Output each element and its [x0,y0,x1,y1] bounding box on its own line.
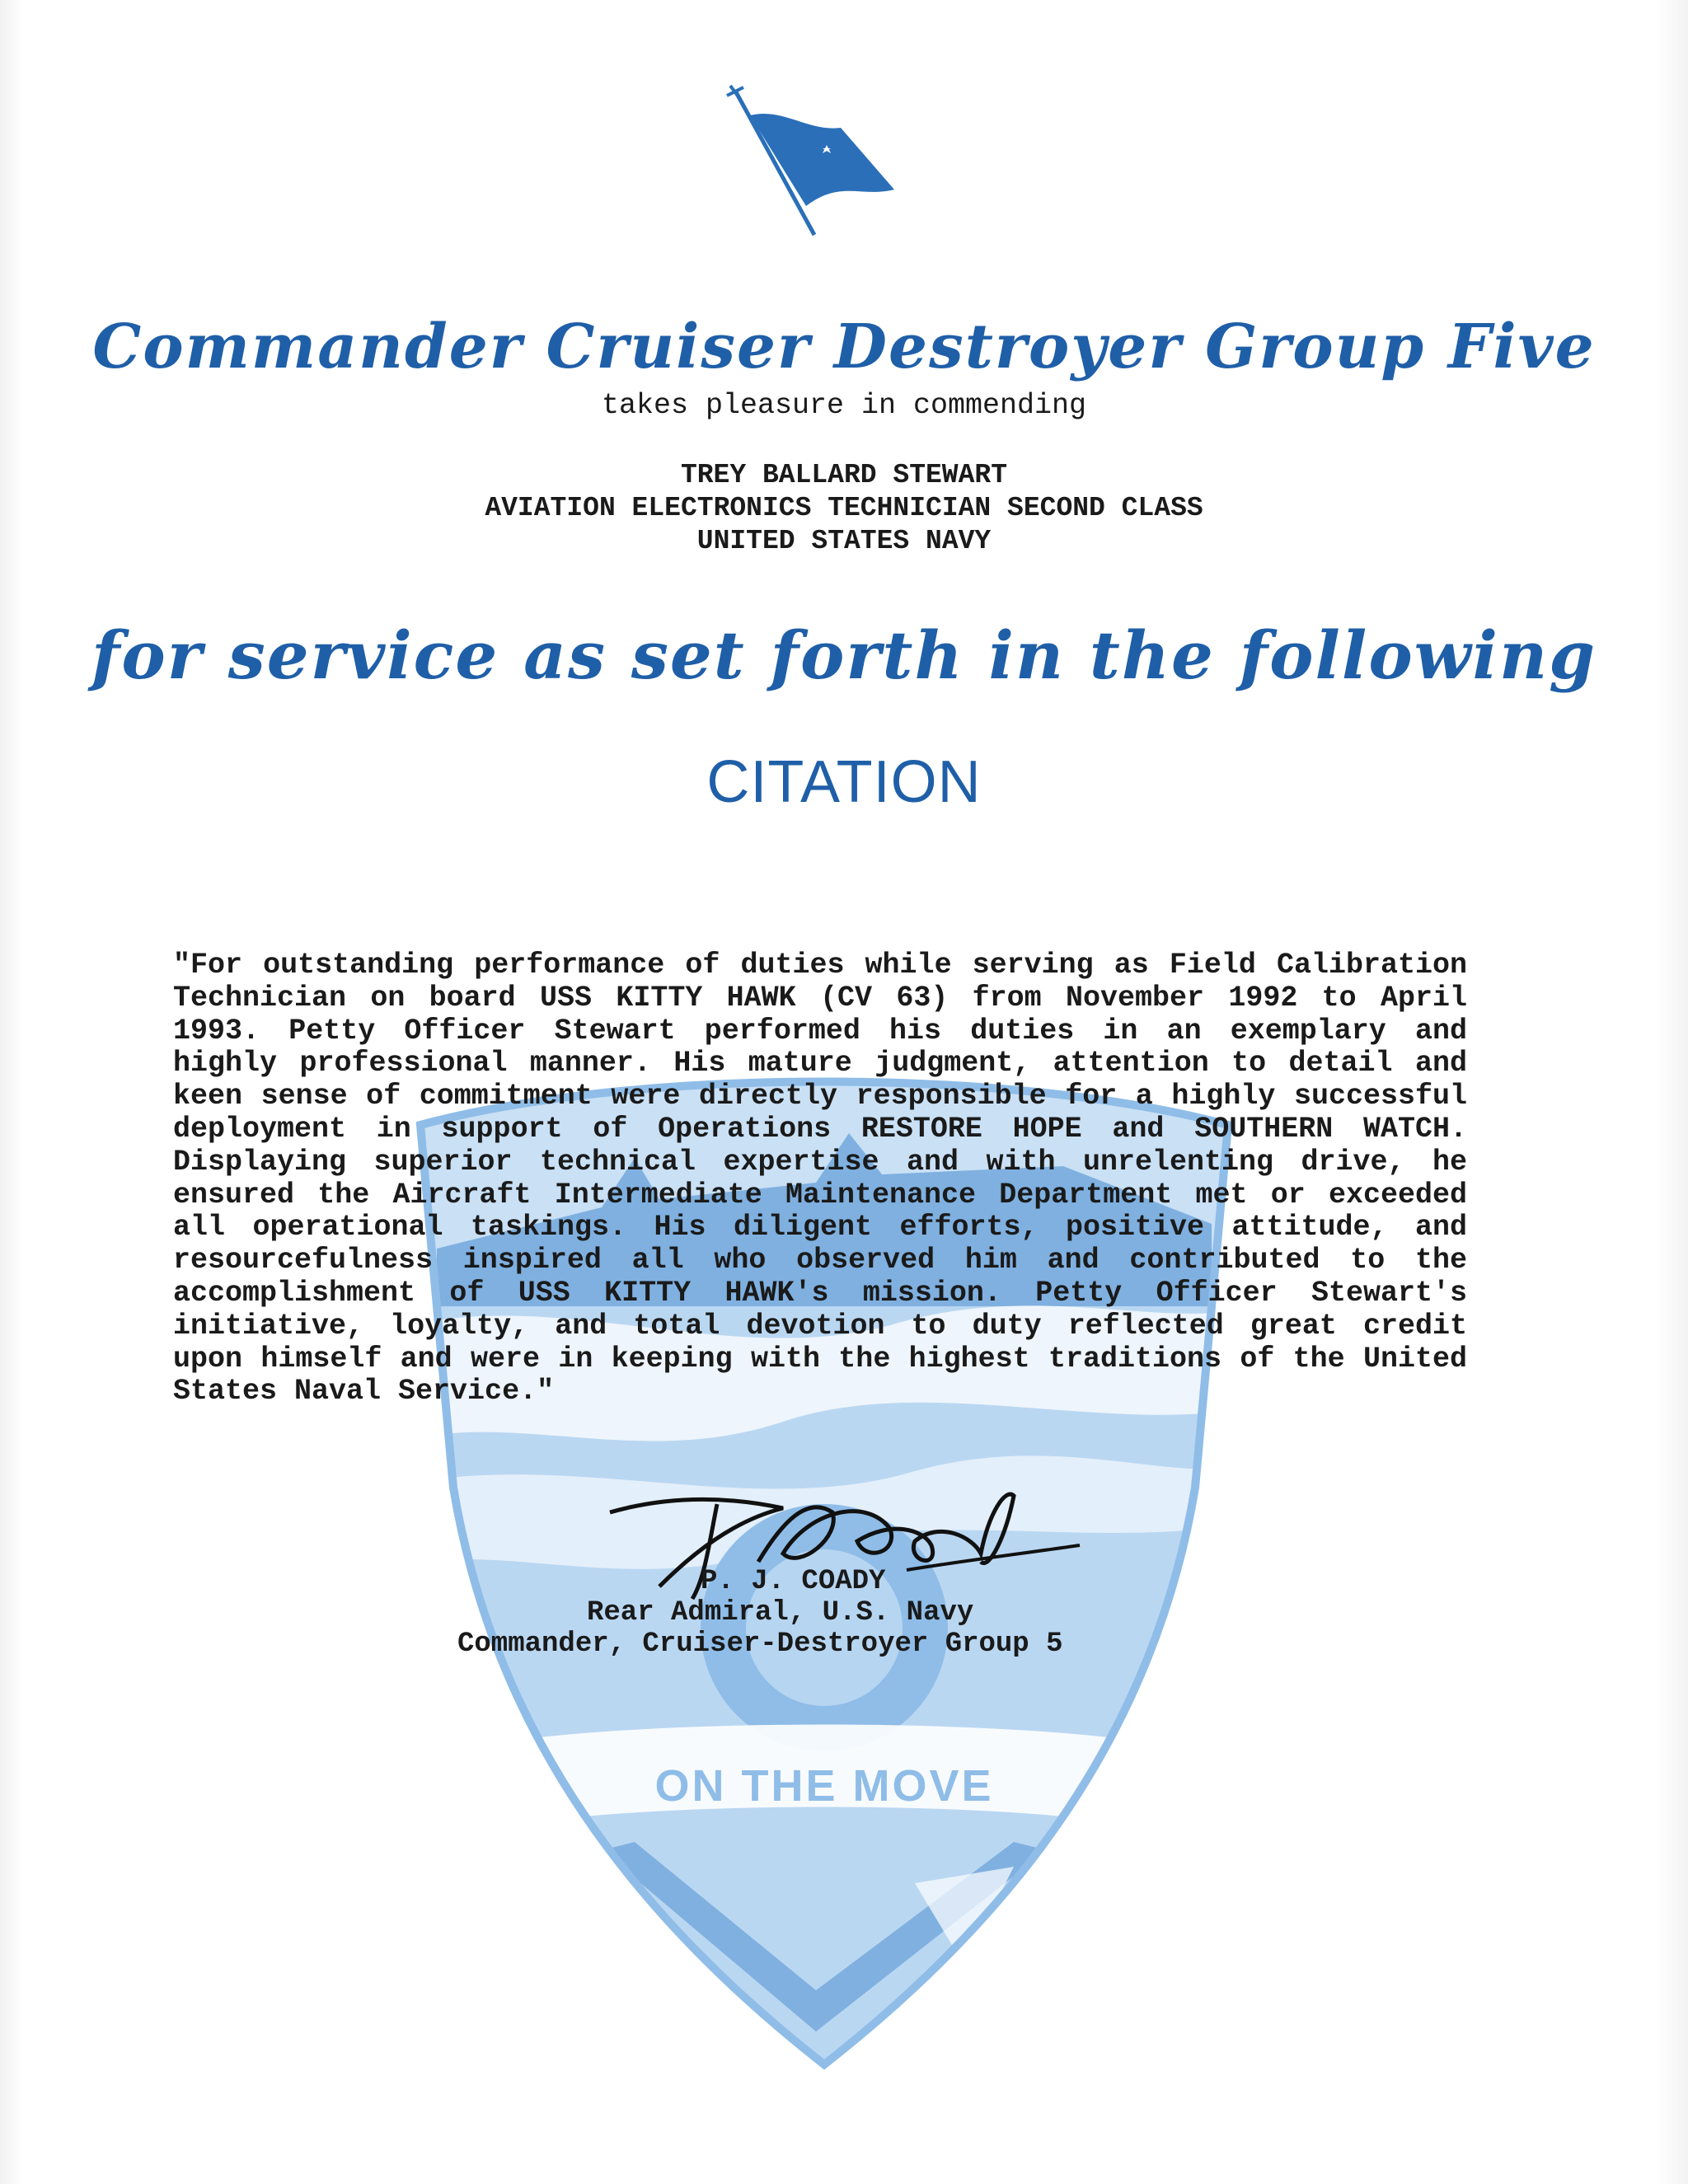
signatory-name: P. J. COADY [701,1566,886,1597]
citation-heading: CITATION [706,749,982,815]
citation-text: "For outstanding performance of duties while serving as Field Calibration Technician on board USS KITTY HAWK (CV 63) from November 1992 to April 1993. Petty Officer Stewart performed his duties in an exemplary and highly professional manner. His mature judgment, attention to detail and keen sense of commitment were directly responsible for a highly successful deployment in support of Operations RESTORE HOPE and SOUTHERN WATCH. Displaying superior technical expertise and with unrelenting drive, he ensured the Aircraft Intermediate Maintenance Department met or exceeded all operational taskings. His diligent efforts, positive attitude, and resourcefulness inspired all who observed him and contributed to the accomplishment of USS KITTY HAWK's mission. Petty Officer Stewart's initiative, loyalty, and total devotion to duty reflected great credit upon himself and were in keeping with the highest traditions of the United States Naval Service." [173,949,1467,1408]
recipient-service: UNITED STATES NAVY [696,526,992,556]
recipient-rating: AVIATION ELECTRONICS TECHNICIAN SECOND CLASS [485,493,1203,523]
takes-pleasure-line: takes pleasure in commending [601,389,1087,422]
recipient-name: TREY BALLARD STEWART [680,460,1008,490]
command-title: Commander Cruiser Destroyer Group Five [92,312,1596,382]
signatory-title: Commander, Cruiser-Destroyer Group 5 [457,1629,1063,1660]
service-line: for service as set forth in the following [91,616,1597,694]
flag-icon [717,82,915,247]
seal-banner-text: ON THE MOVE [654,1761,994,1811]
signatory-rank: Rear Admiral, U.S. Navy [587,1597,974,1629]
